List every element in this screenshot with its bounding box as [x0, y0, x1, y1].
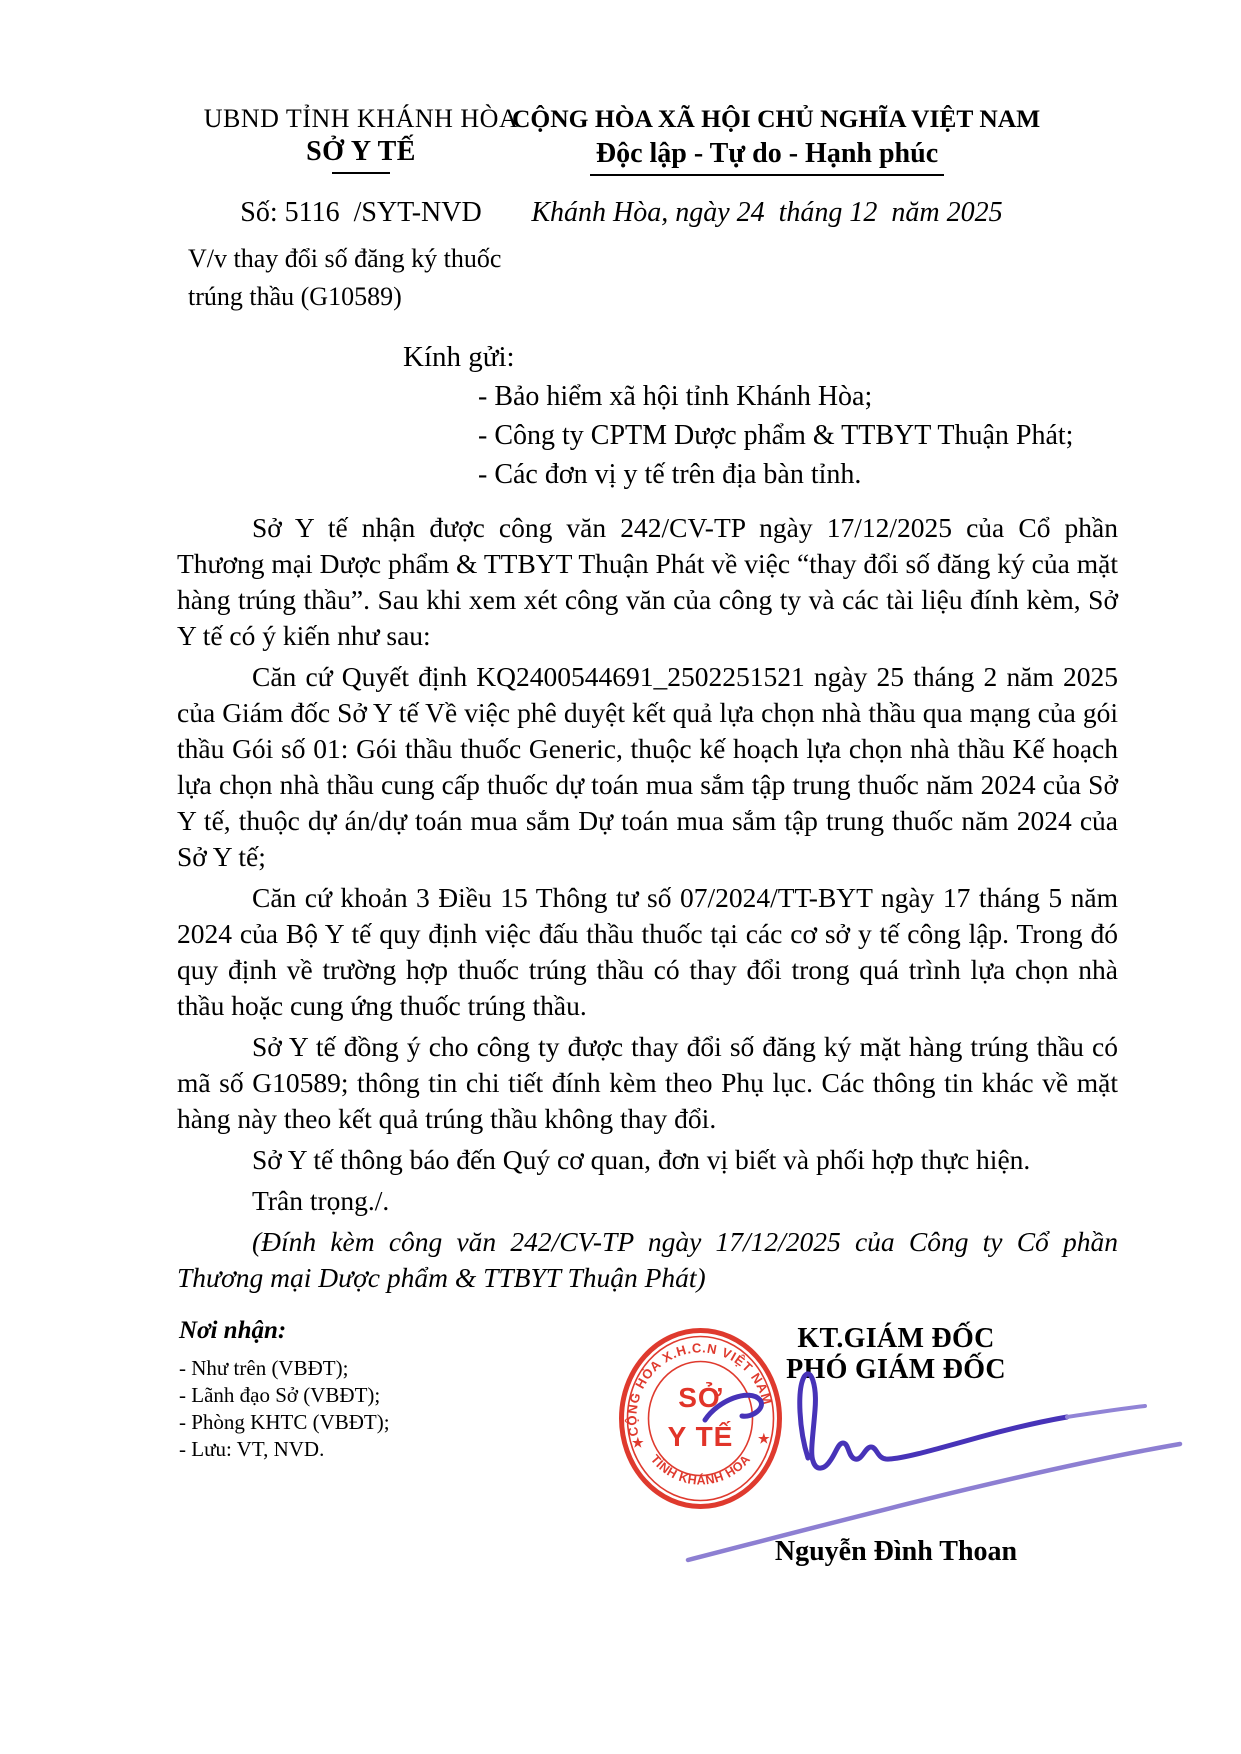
national-motto	[512, 137, 1022, 176]
signature-entry-curl	[705, 1395, 761, 1420]
parent-agency: UBND TỈNH KHÁNH HÒA	[203, 104, 519, 133]
signature-title-2: PHÓ GIÁM ĐỐC	[786, 1354, 1006, 1385]
stamp-center-line1: SỞ	[678, 1382, 723, 1413]
closing-line: Trân trọng./.	[252, 1185, 390, 1216]
body-paragraph: Sở Y tế đồng ý cho công ty được thay đổi số đăng ký mặt hàng trúng thầu có mã số G10589; thông tin chi tiết đính kèm theo Phụ lục. Các thông tin khác về mặt hàng này theo kết quả trúng thầu không thay đổi.	[177, 1031, 1118, 1134]
stamp-center-line2: Y TẾ	[667, 1421, 734, 1452]
signature-title-1: KT.GIÁM ĐỐC	[797, 1323, 995, 1354]
signature-underline-stroke	[688, 1444, 1180, 1560]
distribution-label: Nơi nhận:	[179, 1317, 287, 1344]
distribution-list	[179, 1355, 390, 1463]
document-number: Số: 5116 /SYT-NVD	[240, 197, 482, 228]
body-paragraph: Sở Y tế thông báo đến Quý cơ quan, đơn vị biết và phối hợp thực hiện.	[252, 1144, 1031, 1175]
distribution-item: - Lưu: VT, NVD.	[179, 1437, 325, 1461]
signature-fading-tail	[1067, 1406, 1145, 1417]
agency-name: SỞ Y TẾ	[306, 136, 416, 167]
document-subject: V/v thay đổi số đăng ký thuốc trúng thầu (G10589)	[188, 244, 502, 311]
body-paragraph: Căn cứ khoản 3 Điều 15 Thông tư số 07/2024/TT-BYT ngày 17 tháng 5 năm 2024 của Bộ Y tế quy định việc đấu thầu thuốc tại các cơ sở y tế công lập. Trong đó quy định về trường hợp thuốc trúng thầu có thay đổi trong quá trình lựa chọn nhà thầu hoặc cung ứng thuốc trúng thầu.	[177, 882, 1118, 1021]
recipient-list	[478, 377, 1073, 494]
national-motto-text: Độc lập - Tự do - Hạnh phúc	[590, 137, 944, 176]
document-body	[177, 510, 1118, 1301]
place-date-line: Khánh Hòa, ngày 24 tháng 12 năm 2025	[531, 197, 1003, 228]
salutation-label: Kính gửi:	[403, 341, 515, 373]
handwritten-signature	[600, 1358, 1200, 1573]
recipient-item: - Công ty CPTM Dược phẩm & TTBYT Thuận Phát;	[478, 420, 1074, 451]
body-paragraph: Căn cứ Quyết định KQ2400544691_2502251521 ngày 25 tháng 2 năm 2025 của Giám đốc Sở Y tế Về việc phê duyệt kết quả lựa chọn nhà thầu qua mạng của gói thầu Gói số 01: Gói thầu thuốc Generic, thuộc kế hoạch lựa chọn nhà thầu Kế hoạch lựa chọn nhà thầu cung cấp thuốc dự toán mua sắm tập trung thuốc năm 2024 của Sở Y tế, thuộc dự án/dự toán mua sắm Dự toán mua sắm tập trung thuốc năm 2024 của Sở Y tế;	[177, 661, 1118, 872]
attachment-note: (Đính kèm công văn 242/CV-TP ngày 17/12/2025 của Công ty Cổ phần Thương mại Dược phẩm & TTBYT Thuận Phát)	[177, 1226, 1118, 1293]
issuing-agency-block	[170, 103, 552, 230]
signer-name: Nguyễn Đình Thoan	[774, 1536, 1018, 1567]
stamp-ring-top-text: CỘNG HÒA X.H.C.N VIỆT NAM	[624, 1340, 776, 1438]
distribution-item: - Phòng KHTC (VBĐT);	[179, 1410, 390, 1434]
signature-main-stroke	[800, 1374, 1067, 1468]
body-paragraph: Sở Y tế nhận được công văn 242/CV-TP ngày 17/12/2025 của Cổ phần Thương mại Dược phẩm & TTBYT Thuận Phát về việc “thay đổi số đăng ký của mặt hàng trúng thầu”. Sau khi xem xét công văn của công ty và các tài liệu đính kèm, Sở Y tế có ý kiến như sau:	[177, 512, 1118, 651]
national-header-block	[512, 103, 1041, 230]
agency-underline	[332, 172, 390, 174]
recipient-item: - Các đơn vị y tế trên địa bàn tỉnh.	[478, 459, 862, 490]
national-title: CỘNG HÒA XÃ HỘI CHỦ NGHĨA VIỆT NAM	[512, 104, 1041, 133]
distribution-item: - Như trên (VBĐT);	[179, 1356, 349, 1380]
recipient-item: - Bảo hiểm xã hội tỉnh Khánh Hòa;	[478, 381, 873, 412]
distribution-block	[179, 1316, 390, 1463]
stamp-star-right-icon: ★	[758, 1431, 770, 1446]
stamp-ring-bottom-text: TỈNH KHÁNH HÒA	[647, 1452, 754, 1488]
stamp-star-left-icon: ★	[632, 1435, 644, 1450]
distribution-item: - Lãnh đạo Sở (VBĐT);	[179, 1383, 381, 1407]
